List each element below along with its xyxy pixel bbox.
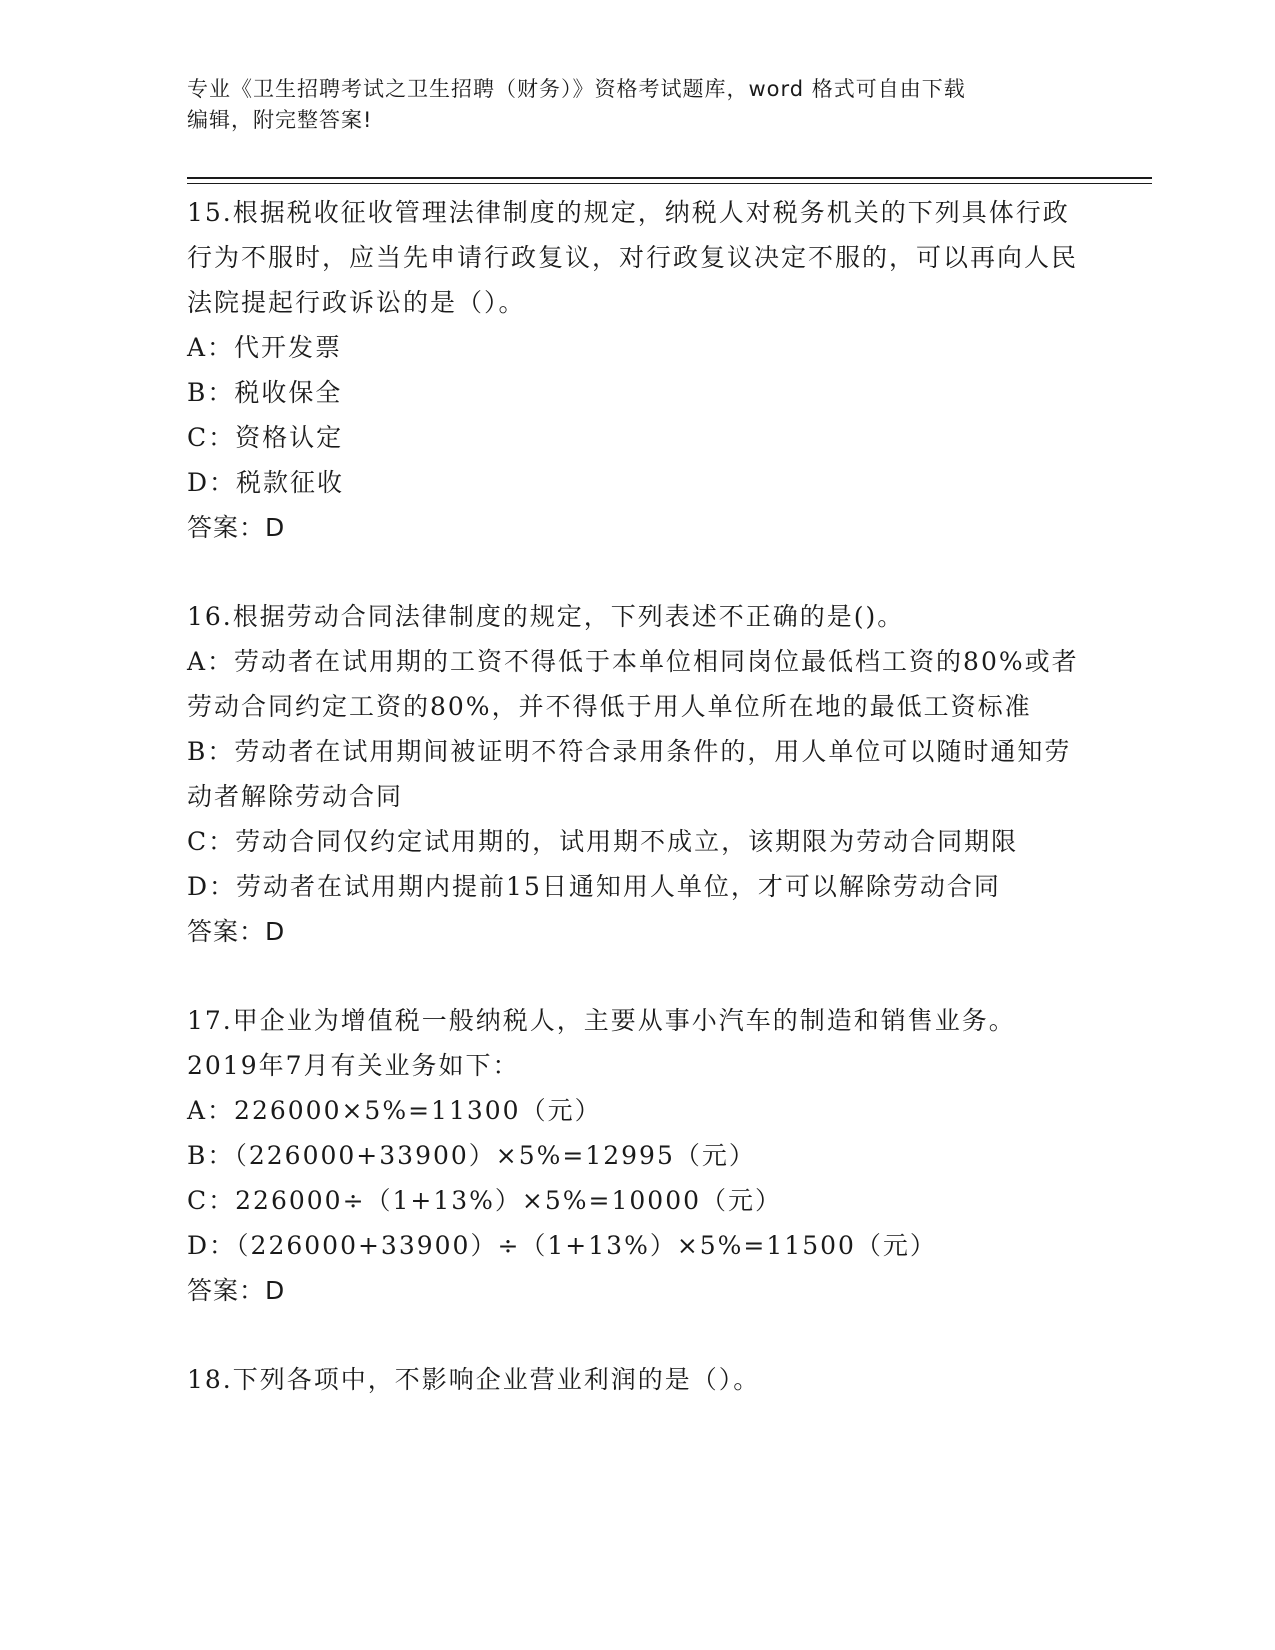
- option-a: A：226000×5%=11300（元）: [187, 1096, 602, 1125]
- question-16: [187, 594, 1087, 954]
- option-a: A：劳动者在试用期的工资不得低于本单位相同岗位最低档工资的80%或者劳动合同约定工资的80%，并不得低于用人单位所在地的最低工资标准: [187, 647, 1079, 721]
- page-header: [187, 74, 1087, 136]
- option-b: B：（226000+33900）×5%=12995（元）: [187, 1141, 756, 1170]
- header-rule-thick: [187, 177, 1152, 179]
- question-list: [187, 190, 1087, 1402]
- answer: 答案：D: [187, 1276, 286, 1305]
- option-b: B：劳动者在试用期间被证明不符合录用条件的，用人单位可以随时通知劳动者解除劳动合同: [187, 737, 1072, 811]
- option-c: C：226000÷（1+13%）×5%=10000（元）: [187, 1186, 783, 1215]
- option-a: A：代开发票: [187, 333, 343, 362]
- question-18: [187, 1357, 1087, 1402]
- header-line-1: 专业《卫生招聘考试之卫生招聘（财务）》资格考试题库，word 格式可自由下载: [187, 77, 966, 101]
- header-line-2: 编辑，附完整答案!: [187, 108, 373, 132]
- header-rule-thin: [187, 183, 1152, 184]
- answer: 答案：D: [187, 513, 286, 542]
- option-d: D：劳动者在试用期内提前15日通知用人单位，才可以解除劳动合同: [187, 872, 1001, 901]
- option-b: B：税收保全: [187, 378, 343, 407]
- question-stem: 15.根据税收征收管理法律制度的规定，纳税人对税务机关的下列具体行政行为不服时，应当先申请行政复议，对行政复议决定不服的，可以再向人民法院提起行政诉讼的是（）。: [187, 198, 1079, 317]
- question-stem: 18.下列各项中，不影响企业营业利润的是（）。: [187, 1365, 761, 1394]
- option-d: D：（226000+33900）÷（1+13%）×5%=11500（元）: [187, 1231, 937, 1260]
- option-d: D：税款征收: [187, 468, 345, 497]
- option-c: C：资格认定: [187, 423, 344, 452]
- question-stem: 17.甲企业为增值税一般纳税人，主要从事小汽车的制造和销售业务。2019年7月有关业务如下：: [187, 1006, 1016, 1080]
- question-17: [187, 998, 1087, 1313]
- answer: 答案：D: [187, 917, 286, 946]
- question-15: [187, 190, 1087, 550]
- question-stem: 16.根据劳动合同法律制度的规定，下列表述不正确的是()。: [187, 602, 905, 631]
- option-c: C：劳动合同仅约定试用期的，试用期不成立，该期限为劳动合同期限: [187, 827, 1019, 856]
